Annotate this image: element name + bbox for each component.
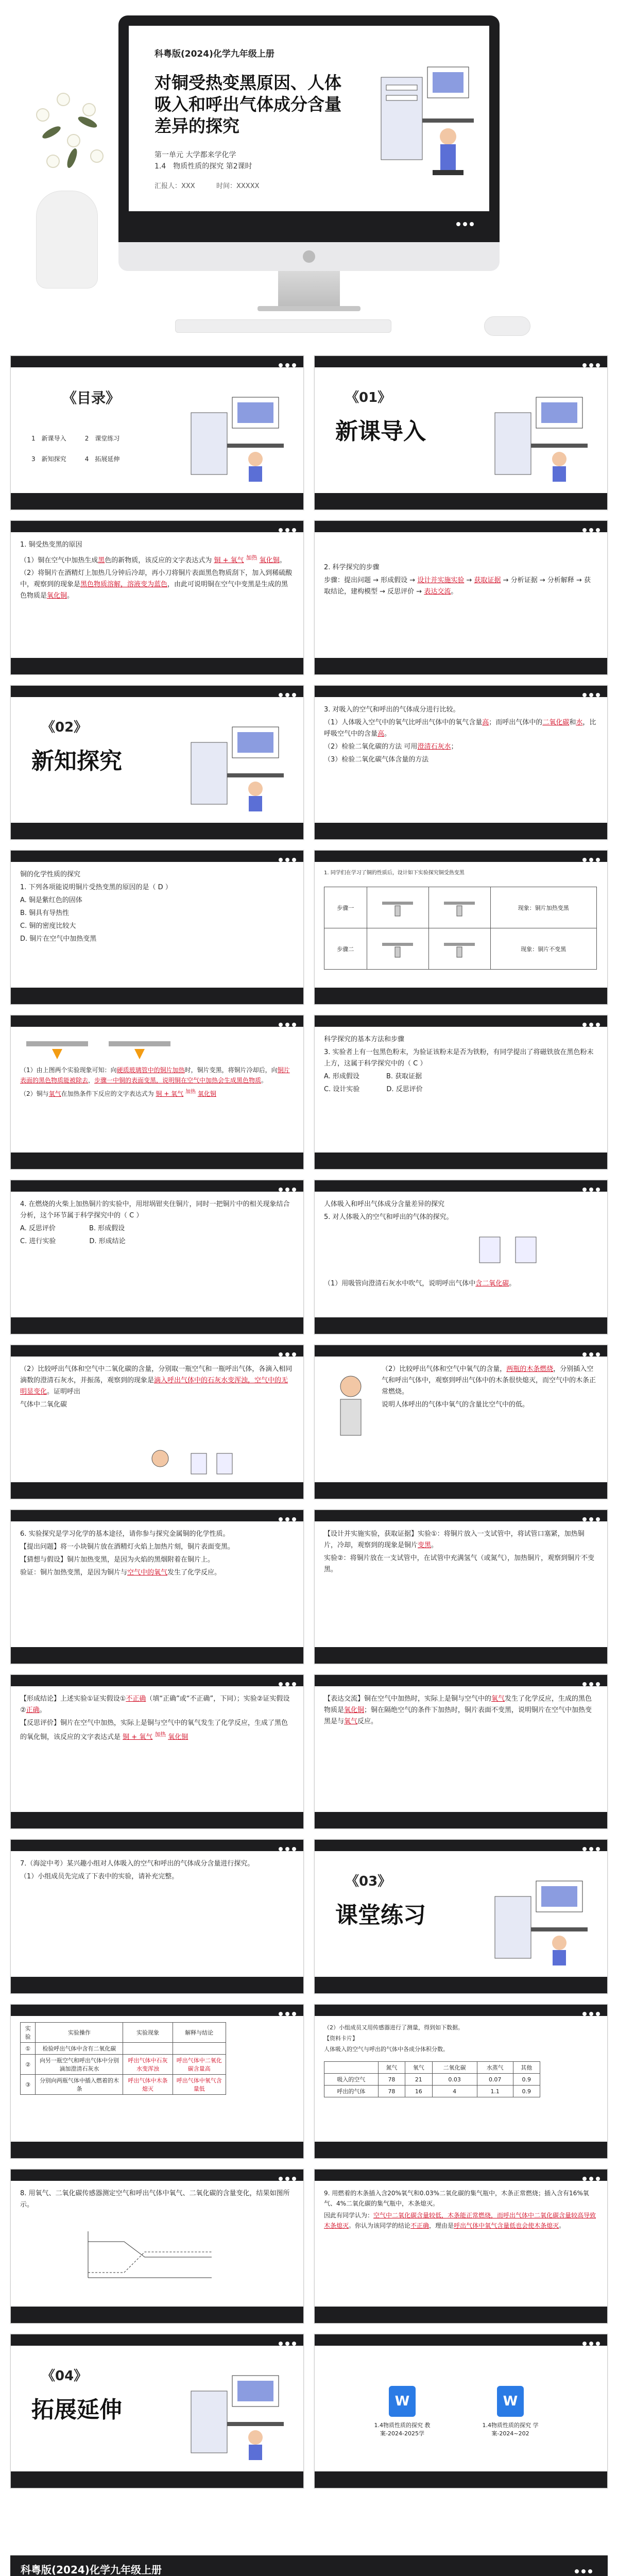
dots-icon bbox=[276, 1184, 296, 1194]
dots-icon bbox=[580, 2173, 600, 2183]
flower-decoration bbox=[82, 103, 96, 116]
desk-illustration bbox=[371, 46, 479, 201]
flower-decoration bbox=[57, 93, 70, 106]
toc-num: 2 bbox=[84, 435, 89, 442]
file-name: 1.4物质性质的探究 学案-2024~202 bbox=[482, 2422, 539, 2437]
slide-intro-1: 1. 铜受热变黑的原因 （1）铜在空气中加热生成黑色的新物质，该反应的文字表达式为 铜 + 氧气 $^{加热}$ 氧化铜。 （2）将铜片在酒精灯上加热几分钟后冷却，再小刀将铜片表面黑色物质刮下，加入到稀硫酸中，观察到的现象是黑色物质溶解，溶液变为蓝色，由此可说明铜在空气中变黑是生成的黑色物质是氧化铜。 bbox=[10, 520, 304, 675]
slide-question-9: 【设计并实施实验，获取证据】实验①：将铜片放入一支试管中，将试管口塞紧，加热铜片，冷却，观察到的现象是铜片变黑。 实验②：将铜片放在一支试管中，在试管中充满氢气（或氮气），加热铜片，观察到铜片不变黑。 bbox=[314, 1510, 608, 1664]
hero-unit: 第一单元 大学都来学化学 bbox=[154, 151, 236, 159]
word-file-icon: W bbox=[389, 2386, 416, 2417]
dots-icon bbox=[580, 2008, 600, 2018]
hero-reporter: 汇报人：XXX bbox=[154, 182, 195, 190]
section-number: 《03》 bbox=[346, 1874, 391, 1889]
leaf-decoration bbox=[77, 114, 98, 130]
apple-logo-icon bbox=[303, 250, 315, 263]
dots-icon bbox=[580, 1514, 600, 1523]
hero-footer-bar bbox=[129, 211, 489, 232]
slide-question-2: 科学探究的基本方法和步骤 3. 实验者上有一包黑色粉末，为验证该粉末是否为铁粉，有同学提出了将磁铁放在黑色粉末上方，这属于科学探究中的（ C ） A. 形成假设 B. 获取证据 C. 设计实验 D. 反思评价 bbox=[314, 1015, 608, 1170]
dots-icon bbox=[276, 1679, 296, 1688]
vase-illustration bbox=[36, 191, 98, 289]
toc-num: 1 bbox=[31, 435, 36, 442]
dots-icon bbox=[580, 1019, 600, 1029]
final-header-bar bbox=[10, 2555, 608, 2576]
imac-stand bbox=[278, 271, 340, 307]
slide-question-13: （2）小组成员又用传感器进行了测量，得到如下数据。 【资料卡片】 人体吸入的空气与呼出的气体中各成分体积分数。 氮气 氧气 二氧化碳 水蒸气 其他 吸入的空气 78 21 0.03 0.07 0.9 呼出的气体 78 16 4 1.1 0.9 bbox=[314, 2004, 608, 2159]
office-illustration bbox=[490, 382, 593, 485]
office-illustration bbox=[186, 382, 289, 485]
slide-toc bbox=[10, 355, 304, 510]
slide-section-04 bbox=[10, 2334, 304, 2488]
file-item[interactable] bbox=[366, 2386, 438, 2437]
dots-icon bbox=[276, 524, 296, 534]
section-number: 《02》 bbox=[42, 720, 88, 735]
slide-question-15: 8. 用氧气、二氧化碳传感器测定空气和呼出气体中氧气、二氧化碳的含量变化，结果如图所示。 bbox=[10, 2169, 304, 2324]
slide-section-02 bbox=[10, 685, 304, 840]
apparatus-icon bbox=[434, 933, 485, 963]
dots-icon bbox=[276, 689, 296, 699]
slide-intro-2: 2. 科学探究的步骤 步骤：提出问题 → 形成假设 → 设计并实施实验 → 获取证据 → 分析证据 → 分析解释 → 获取结论，建构模型 → 反思评价 → 表达交流。 bbox=[314, 520, 608, 675]
slide-section-03 bbox=[314, 1839, 608, 1994]
office-illustration bbox=[186, 711, 289, 815]
dots-icon bbox=[276, 1019, 296, 1029]
dots-icon bbox=[276, 1843, 296, 1853]
apparatus-icon bbox=[372, 933, 423, 963]
slide-question-12: 7.（海淀中考）某兴趣小组对人体吸入的空气和呼出的气体成分含量进行探究。 （1）小组成员先完成了下表中的实验，请补充完整。 bbox=[10, 1839, 304, 1994]
section-title: 新课导入 bbox=[335, 418, 426, 445]
apparatus-illustration bbox=[21, 1031, 176, 1062]
file-name: 1.4物质性质的探究 教案-2024-2025学 bbox=[374, 2422, 431, 2437]
hero-title: 对铜受热变黑原因、人体吸入和呼出气体成分含量差异的探究 bbox=[154, 73, 341, 136]
dots-icon bbox=[276, 360, 296, 369]
dots-icon bbox=[580, 689, 600, 699]
office-illustration bbox=[186, 2360, 289, 2463]
text-line: 1. 铜受热变黑的原因 bbox=[20, 541, 82, 549]
toc-item[interactable]: 新知探究 bbox=[41, 455, 66, 463]
dots-icon bbox=[276, 854, 296, 864]
flower-decoration bbox=[67, 134, 80, 147]
slide-question-4: 4. 在燃烧的火柴上加热铜片的实验中，用坩埚钳夹住铜片，同时一把铜片中的相关现象结合分析，这个环节属于科学探究中的（ C ） A. 反思评价 B. 形成假设 C. 进行实验 D. 形成结论 bbox=[10, 1180, 304, 1334]
slide-question-6: （2）比较呼出气体和空气中二氧化碳的含量，分别取一瓶空气和一瓶呼出气体，各滴入相同滴数的澄清石灰水，并振荡，观察到的现象是滴入呼出气体中的石灰水变浑浊，空气中的无明显变化。证明呼出 气体中二氧化碳 bbox=[10, 1345, 304, 1499]
section-title: 拓展延伸 bbox=[31, 2397, 122, 2423]
slide-question-5: 人体吸入和呼出气体成分含量差异的探究 5. 对人体吸入的空气和呼出的气体的探究。 （1）用吸管向澄清石灰水中吹气，说明呼出气体中含二氧化碳。 bbox=[314, 1180, 608, 1334]
office-illustration bbox=[490, 1866, 593, 1969]
slide-section-01 bbox=[314, 355, 608, 510]
dots-icon bbox=[580, 360, 600, 369]
dots-icon bbox=[580, 1843, 600, 1853]
beaker-illustration bbox=[469, 1227, 552, 1268]
apparatus-icon bbox=[372, 891, 423, 922]
slide-explore-2: 1. 同学们在学习了铜的性质后，设计如下实验探究铜受热变黑 步骤一 现象：铜片加热变黑 步骤二 现象：铜片不变黑 bbox=[314, 850, 608, 1005]
dots-icon bbox=[572, 2566, 592, 2575]
apparatus-icon bbox=[434, 891, 485, 922]
hero-section bbox=[0, 0, 618, 350]
dots-icon bbox=[454, 218, 474, 228]
mouse-illustration bbox=[484, 316, 530, 336]
toc-item[interactable]: 课堂练习 bbox=[95, 435, 120, 442]
dots-icon bbox=[276, 2008, 296, 2018]
hero-time: 时间：XXXXX bbox=[216, 182, 260, 190]
dots-icon bbox=[276, 2173, 296, 2183]
slide-question-10: 【形成结论】上述实验①证实假设①不正确（填“正确”或“不正确”，下同）；实验②证实假设②正确。 【反思评价】铜片在空气中加热，实际上是铜与空气中的氧气发生了化学反应，生成了黑色的氧化铜，该反应的文字表达式是 铜 + 氧气 $^{加热}$ 氧化铜 bbox=[10, 1674, 304, 1829]
word-file-icon: W bbox=[497, 2386, 524, 2417]
person-breath-illustration bbox=[140, 1443, 243, 1479]
experiment-table: 步骤一 现象：铜片加热变黑 步骤二 现象：铜片不变黑 bbox=[324, 887, 597, 970]
dots-icon bbox=[580, 854, 600, 864]
dots-icon bbox=[276, 1349, 296, 1359]
keyboard-illustration bbox=[175, 319, 391, 333]
dots-icon bbox=[580, 2338, 600, 2348]
imac-foot bbox=[258, 306, 360, 311]
dots-icon bbox=[580, 1679, 600, 1688]
flower-decoration bbox=[36, 108, 49, 122]
gas-composition-table: 氮气 氧气 二氧化碳 水蒸气 其他 吸入的空气 78 21 0.03 0.07 0.9 呼出的气体 78 16 4 1.1 0.9 bbox=[324, 2061, 540, 2097]
person-illustration bbox=[325, 1371, 376, 1443]
dots-icon bbox=[580, 524, 600, 534]
section-number: 《04》 bbox=[42, 2368, 88, 2384]
slide-question-11: 【表达交流】铜在空气中加热时，实际上是铜与空气中的氧气发生了化学反应，生成的黑色物质是氧化铜；铜在隔绝空气的条件下加热时，铜片表面不变黑，说明铜片在空气中加热变黑是与氧气反应。 bbox=[314, 1674, 608, 1829]
toc-item[interactable]: 新课导入 bbox=[41, 435, 66, 442]
file-item[interactable] bbox=[474, 2386, 546, 2437]
leaf-decoration bbox=[41, 124, 62, 141]
slide-question-3: （1）由上图两个实验现象可知：向硬质玻璃管中的铜片加热时，铜片变黑，将铜片冷却后，向铜片表面的黑色物质能被除去，步骤一中铜的表面变黑，说明铜在空气中加热会生成黑色物质。 （2）铜与氧气在加热条件下反应的文字表达式为 铜 + 氧气 $^{加热}$ 氧化铜 bbox=[10, 1015, 304, 1170]
dots-icon bbox=[276, 1514, 296, 1523]
flower-decoration bbox=[90, 149, 104, 163]
slide-question-7: （2）比较呼出气体和空气中氧气的含量，两瓶的木条燃烧，分别插入空气和呼出气体中，观察到呼出气体中的木条很快熄灭，而空气中的木条正常燃烧。 说明人体呼出的气体中氧气的含量比空气中的低。 bbox=[314, 1345, 608, 1499]
experiment-table: 实验 实验操作 实验现象 解释与结论 ① 检验呼出气体中含有二氧化碳 ② 向另一瓶空气和呼出气体中分别滴加澄清石灰水 呼出气体中石灰水变浑浊 呼出气体中二氧化碳含量高 ③ 分别向两瓶气体中插入燃着的木条 呼出气体中木条熄灭 呼出气体中氧气含量低 bbox=[20, 2022, 226, 2095]
slide-question-1: 铜的化学性质的探究 1. 下列各项能说明铜片受热变黑的原因的是（ D ） A. 铜是紫红色的固体 B. 铜具有导热性 C. 铜的密度比较大 D. 铜片在空气中加热变黑 bbox=[10, 850, 304, 1005]
sensor-graph bbox=[83, 2226, 217, 2283]
dots-icon bbox=[276, 2338, 296, 2348]
toc-title: 《目录》 bbox=[62, 389, 121, 406]
toc-num: 4 bbox=[84, 455, 89, 463]
hero-lesson: 1.4 物质性质的探究 第2课时 bbox=[154, 162, 252, 171]
slide-question-16: 9. 用燃着的木条插入含20%氧气和0.03%二氧化碳的集气瓶中，木条正常燃烧；插入含有16%氧气、4%二氧化碳的集气瓶中，木条熄灭。 因此有同学认为：空气中二氧化碳含量较低，木条能正常燃烧，而呼出气体中二氧化碳含量较高导致木条熄灭。你认为该同学的结论不正确，理由是呼出气体中氧气含量低也会使木条熄灭。 bbox=[314, 2169, 608, 2324]
section-title: 课堂练习 bbox=[335, 1902, 426, 1928]
slide-attachments bbox=[314, 2334, 608, 2488]
toc-item[interactable]: 拓展延伸 bbox=[95, 455, 120, 463]
dots-icon bbox=[580, 1184, 600, 1194]
slide-question-8: 6. 实验探究是学习化学的基本途径，请你参与探究金属铜的化学性质。 【提出问题】将一小块铜片放在酒精灯火焰上加热片刻，铜片表面变黑。 【猜想与假设】铜片加热变黑，是因为火焰的黑烟附着在铜片上。 验证：铜片加热变黑，是因为铜片与空气中的氧气发生了化学反应。 bbox=[10, 1510, 304, 1664]
slide-explore-1: 3. 对吸入的空气和呼出的气体成分进行比较。 （1）人体吸入空气中的氧气比呼出气体中的氧气含量高；而呼出气体中的二氧化碳和水，比呼吸空气中的含量高。 （2）检验二氧化碳的方法 可用澄清石灰水； （3）检验二氧化碳气体含量的方法 bbox=[314, 685, 608, 840]
section-number: 《01》 bbox=[346, 390, 391, 405]
toc-num: 3 bbox=[31, 455, 36, 463]
hero-tag: 科粤版(2024)化学九年级上册 bbox=[154, 49, 274, 59]
slide-question-14 bbox=[10, 2004, 304, 2159]
section-title: 新知探究 bbox=[31, 748, 122, 774]
final-tag: 科粤版(2024)化学九年级上册 bbox=[21, 2564, 162, 2576]
dots-icon bbox=[580, 1349, 600, 1359]
final-cover bbox=[0, 2545, 618, 2576]
flower-decoration bbox=[46, 155, 60, 168]
leaf-decoration bbox=[65, 147, 79, 169]
